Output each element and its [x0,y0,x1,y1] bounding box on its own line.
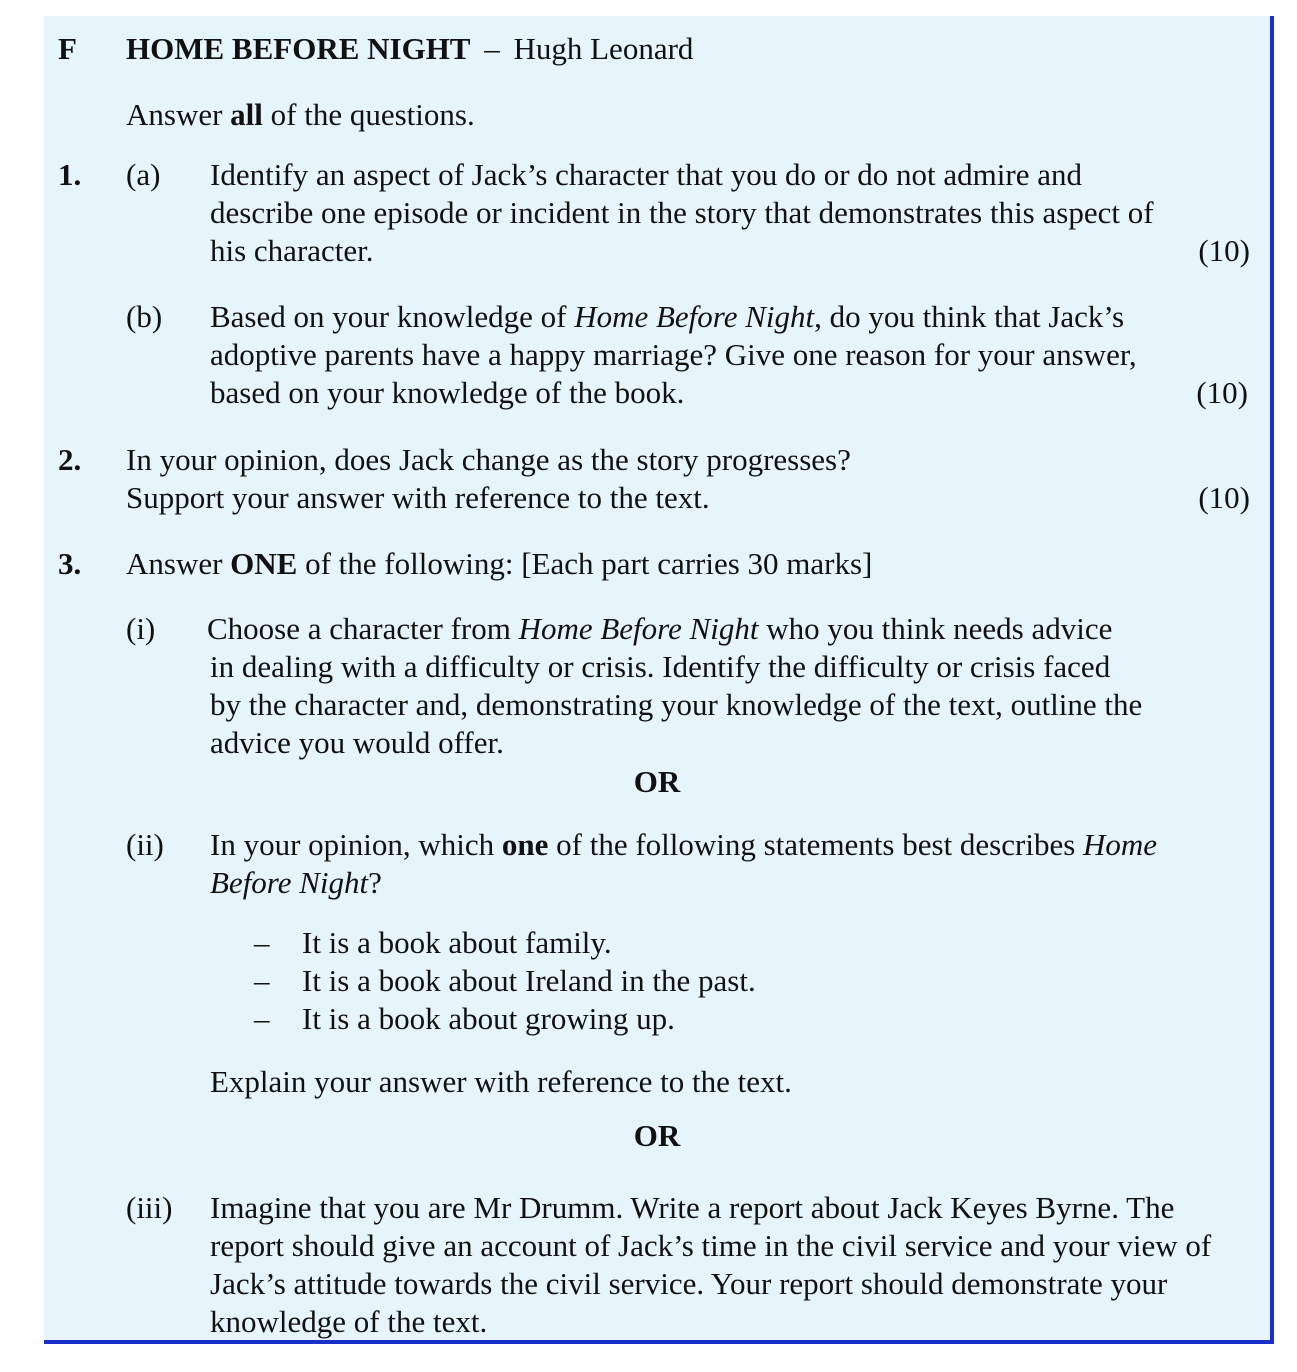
q3-intro-text: Answer [126,546,231,581]
q1a-line: Identify an aspect of Jack’s character that you do or do not admire and [210,157,1082,192]
q2-number: 2. [58,442,82,477]
q3i-line: in dealing with a difficulty or crisis. Identify the difficulty or crisis faced [210,649,1111,684]
instruction-text-end: of the questions. [262,97,475,132]
q3iii-label: (iii) [126,1190,173,1225]
q3ii-explain: Explain your answer with reference to the text. [210,1064,792,1099]
q1a-line: describe one episode or incident in the story that demonstrates this aspect of [210,195,1154,230]
q3ii-line [210,864,382,902]
q3iii-line: Jack’s attitude towards the civil service. Your report should demonstrate your [210,1266,1168,1301]
q1b-line: based on your knowledge of the book. [210,375,685,410]
q3ii-question-mark: ? [368,865,382,900]
or-divider: OR [633,1118,681,1153]
title-dash: – [484,31,500,66]
q3ii-emphasis: one [501,827,549,862]
q3-intro-text-end: of the following: [Each part carries 30 marks] [297,546,873,581]
q1a-label: (a) [126,157,161,192]
q3i-line: advice you would offer. [210,725,504,760]
q2-line: Support your answer with reference to the text. [126,480,710,515]
q1b-marks: (10) [1196,375,1248,410]
q3ii-line [210,826,1157,864]
q3ii-text: In your opinion, which [210,827,502,862]
book-author: Hugh Leonard [513,31,694,66]
q1b-line [210,298,1124,336]
q3i-label: (i) [126,611,156,646]
q1-number: 1. [58,157,82,192]
bullet-dash: – [254,963,270,998]
or-divider: OR [633,764,681,799]
q1a-marks: (10) [1198,233,1250,268]
instruction-text: Answer [126,97,231,132]
q3-intro [126,545,872,583]
q3iii-line: knowledge of the text. [210,1304,488,1339]
statement-item: It is a book about family. [302,925,612,960]
q2-marks: (10) [1198,480,1250,515]
section-letter: F [58,31,77,66]
bullet-dash: – [254,1001,270,1036]
q1a-line: his character. [210,233,374,268]
instruction-emphasis: all [230,97,263,132]
q3i-line [207,610,1112,648]
q3ii-text-mid: of the following statements best describes [548,827,1084,862]
q1b-label: (b) [126,299,163,334]
q3ii-book-title-cont: Before Night [210,865,369,900]
q3i-text: Choose a character from [207,611,519,646]
q3ii-label: (ii) [126,827,164,862]
q1b-book-title: Home Before Night [574,299,815,334]
section-heading [126,30,693,68]
q1b-line: adoptive parents have a happy marriage? Give one reason for your answer, [210,337,1137,372]
q2-line: In your opinion, does Jack change as the story progresses? [126,442,851,477]
q1b-text-end: , do you think that Jack’s [814,299,1125,334]
statement-item: It is a book about growing up. [302,1001,675,1036]
q3i-line: by the character and, demonstrating your knowledge of the text, outline the [210,687,1143,722]
q3iii-line: Imagine that you are Mr Drumm. Write a report about Jack Keyes Byrne. The [210,1190,1175,1225]
q3i-book-title: Home Before Night [518,611,759,646]
bullet-dash: – [254,925,270,960]
question-panel [44,16,1274,1344]
instruction [126,96,475,134]
book-title: HOME BEFORE NIGHT [126,31,471,66]
statement-item: It is a book about Ireland in the past. [302,963,756,998]
q3i-text-end: who you think needs advice [758,611,1113,646]
q3iii-line: report should give an account of Jack’s time in the civil service and your view of [210,1228,1212,1263]
q3-number: 3. [58,546,82,581]
q3-intro-emphasis: ONE [230,546,298,581]
q3ii-book-title: Home [1083,827,1158,862]
q1b-text: Based on your knowledge of [210,299,575,334]
